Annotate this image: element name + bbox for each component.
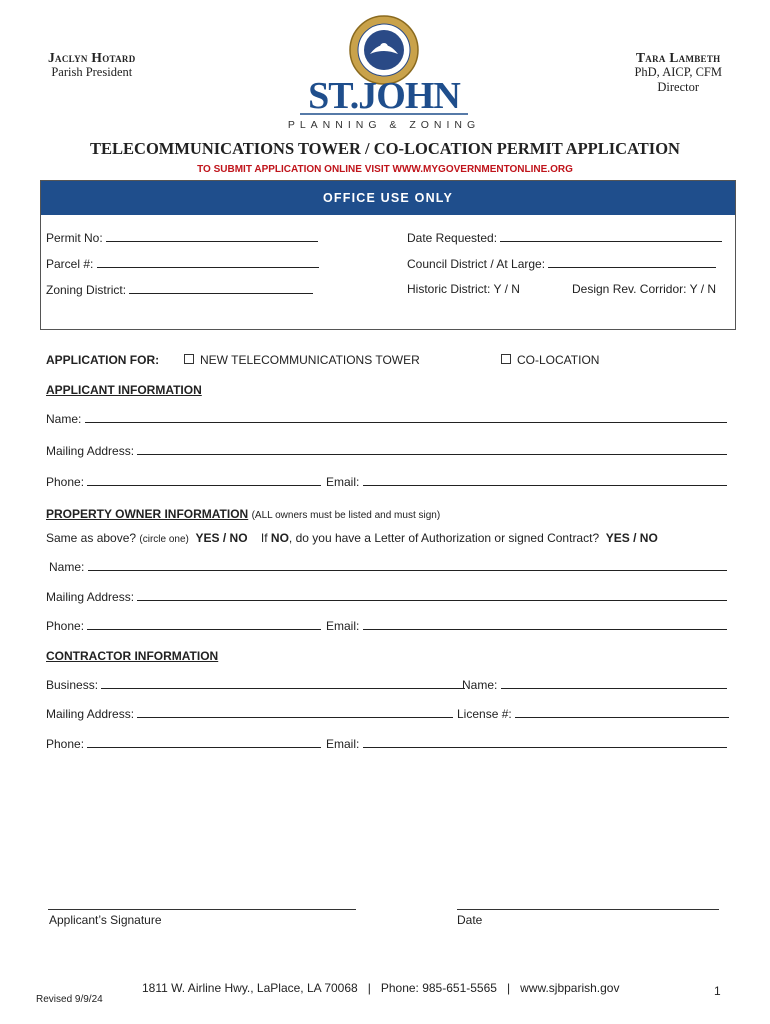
- parcel-field[interactable]: [46, 256, 319, 271]
- online-notice: TO SUBMIT APPLICATION ONLINE VISIT WWW.MYGOVERNMENTONLINE.ORG: [197, 164, 573, 175]
- applicant-mailing-label: Mailing Address:: [46, 444, 135, 458]
- new-tower-checkbox[interactable]: [184, 354, 194, 364]
- applicant-name-label: Name:: [46, 412, 82, 426]
- applicant-email-label: Email:: [326, 475, 360, 489]
- contractor-business-label: Business:: [46, 678, 99, 692]
- contractor-name-label: Name:: [462, 678, 498, 692]
- applicant-phone-label: Phone:: [46, 475, 85, 489]
- contractor-email-field[interactable]: [326, 736, 727, 751]
- office-use-heading: OFFICE USE ONLY: [41, 181, 735, 215]
- parish-seal-icon: [350, 16, 418, 84]
- contractor-mailing-label: Mailing Address:: [46, 707, 135, 721]
- footer-sep-2: |: [506, 981, 511, 995]
- circle-one-note: (circle one): [139, 534, 189, 545]
- if-no-text-a: If: [260, 531, 268, 545]
- logo-name: ST.JOHN: [308, 75, 460, 117]
- applicant-heading: APPLICANT INFORMATION: [46, 383, 202, 397]
- contractor-heading: CONTRACTOR INFORMATION: [46, 649, 219, 663]
- permit-no-label: Permit No:: [46, 231, 103, 245]
- owner-email-label: Email:: [326, 619, 360, 633]
- applicant-mailing-field[interactable]: [46, 443, 727, 458]
- if-no-text-b: NO: [270, 531, 289, 545]
- contractor-name-field[interactable]: [462, 677, 727, 692]
- page-title: TELECOMMUNICATIONS TOWER / CO-LOCATION PERMIT APPLICATION: [90, 139, 680, 158]
- date-requested-label: Date Requested:: [407, 231, 498, 245]
- applicant-name-field[interactable]: [46, 411, 727, 426]
- applicant-signature-label: Applicant’s Signature: [49, 913, 162, 927]
- date-signature-label: Date: [457, 913, 483, 927]
- zoning-district-label: Zoning District:: [46, 283, 127, 297]
- permit-no-field[interactable]: [46, 230, 318, 245]
- owner-mailing-field[interactable]: [46, 589, 727, 604]
- council-district-label: Council District / At Large:: [407, 257, 546, 271]
- co-location-option[interactable]: [501, 353, 599, 367]
- footer-phone: Phone: 985-651-5565: [380, 981, 497, 995]
- design-rev-corridor: Design Rev. Corridor: Y / N: [572, 282, 717, 296]
- same-as-above-yes-no[interactable]: YES / NO: [195, 531, 248, 545]
- director-name: Tara Lambeth: [635, 50, 721, 65]
- owner-name-field[interactable]: [49, 559, 727, 574]
- director-credentials: PhD, AICP, CFM: [634, 65, 722, 79]
- application-for-label: APPLICATION FOR:: [46, 353, 160, 367]
- owner-phone-field[interactable]: [46, 618, 321, 633]
- footer-sep-1: |: [367, 981, 371, 995]
- owner-note: (ALL owners must be listed and must sign): [251, 510, 441, 521]
- owner-phone-label: Phone:: [46, 619, 85, 633]
- office-use-box: [40, 180, 736, 330]
- same-as-above-question: Same as above?: [46, 531, 137, 545]
- owner-email-field[interactable]: [326, 618, 727, 633]
- contractor-license-field[interactable]: [457, 706, 729, 721]
- president-name: Jaclyn Hotard: [48, 50, 136, 65]
- council-district-field[interactable]: [407, 256, 716, 271]
- contractor-email-label: Email:: [326, 737, 360, 751]
- st-john-logo: [278, 14, 490, 134]
- contractor-business-field[interactable]: [46, 677, 465, 692]
- contractor-license-label: License #:: [457, 707, 512, 721]
- date-requested-field[interactable]: [407, 230, 722, 245]
- co-location-label: CO-LOCATION: [517, 353, 600, 367]
- co-location-checkbox[interactable]: [501, 354, 511, 364]
- logo-tagline: PLANNING & ZONING: [287, 119, 481, 131]
- president-block: [48, 50, 136, 80]
- director-title: Director: [657, 80, 700, 94]
- new-tower-option[interactable]: [184, 353, 420, 367]
- owner-mailing-label: Mailing Address:: [46, 590, 135, 604]
- authorization-yes-no[interactable]: YES / NO: [605, 531, 658, 545]
- new-tower-label: NEW TELECOMMUNICATIONS TOWER: [200, 353, 420, 367]
- revised-date: Revised 9/9/24: [36, 994, 103, 1005]
- contractor-phone-label: Phone:: [46, 737, 85, 751]
- applicant-signature-line[interactable]: [48, 909, 356, 910]
- page-number: 1: [714, 984, 721, 998]
- director-block: [634, 50, 722, 95]
- owner-heading: PROPERTY OWNER INFORMATION: [46, 507, 249, 521]
- footer-website[interactable]: www.sjbparish.gov: [520, 981, 620, 995]
- footer-contact: [142, 981, 619, 995]
- applicant-email-field[interactable]: [326, 474, 727, 489]
- president-title: Parish President: [51, 65, 133, 79]
- owner-name-label: Name:: [49, 560, 85, 574]
- same-as-above-row: [46, 531, 658, 545]
- if-no-text-c: , do you have a Letter of Authorization or signed Contract?: [288, 531, 600, 545]
- applicant-phone-field[interactable]: [46, 474, 321, 489]
- footer-address: 1811 W. Airline Hwy., LaPlace, LA 70068: [142, 981, 358, 995]
- contractor-mailing-field[interactable]: [46, 706, 453, 721]
- parcel-label: Parcel #:: [46, 257, 94, 271]
- zoning-district-field[interactable]: [46, 282, 313, 297]
- historic-district: Historic District: Y / N: [407, 282, 520, 296]
- owner-heading-row: [46, 507, 440, 521]
- contractor-phone-field[interactable]: [46, 736, 321, 751]
- date-signature-line[interactable]: [457, 909, 719, 910]
